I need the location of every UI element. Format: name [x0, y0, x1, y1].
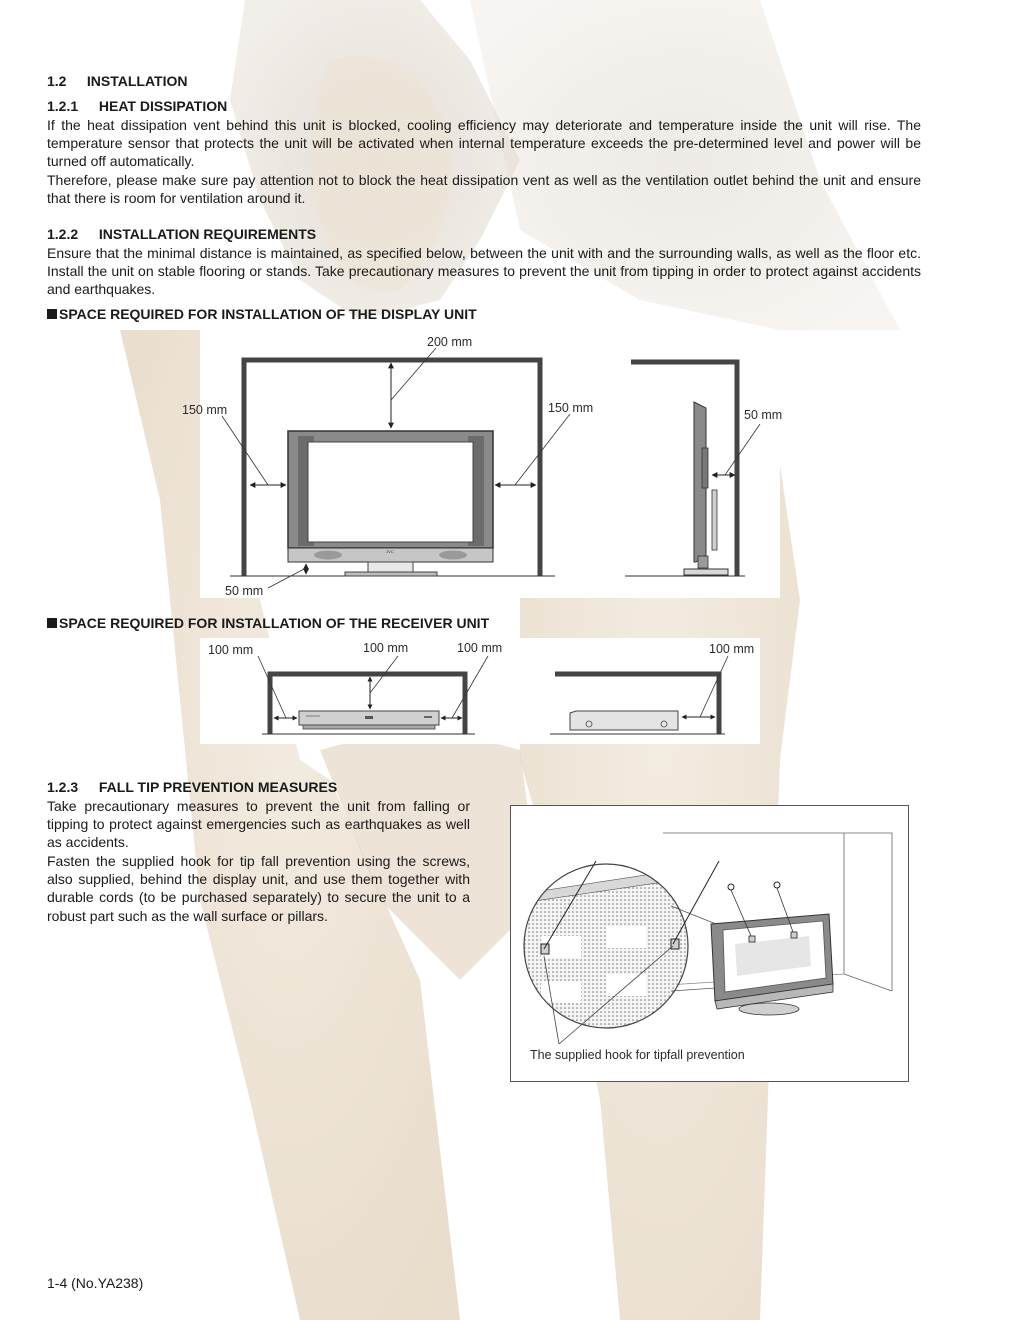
- requirements-paragraph: Ensure that the minimal distance is maintained, as specified below, between the unit with and the surrounding walls, as well as the floor etc. Install the unit on stable flooring or stands. Take precautionary measures to prevent the unit from tipping in order to protect against accidents and earthquakes.: [47, 245, 921, 298]
- fall-number: 1.2.3: [47, 779, 79, 795]
- receiver-rear-clearance: 100 mm: [709, 642, 755, 656]
- display-left-clearance: 150 mm: [182, 403, 228, 417]
- requirements-title: INSTALLATION REQUIREMENTS: [98, 226, 317, 242]
- display-top-clearance: 200 mm: [427, 335, 473, 349]
- page-footer: 1-4 (No.YA238): [47, 1275, 144, 1291]
- receiver-top-clearance: 100 mm: [363, 641, 409, 655]
- receiver-space-diagram: [200, 638, 760, 744]
- bullet-square-icon: [47, 618, 57, 628]
- heat-paragraph-1: If the heat dissipation vent behind this unit is blocked, cooling efficiency may deteriorate and temperature inside the unit will rise. The temperature sensor that protects the unit will be activated when internal temperature exceeds the pre-determined level and power will be turned off automatically.: [47, 117, 921, 170]
- receiver-space-heading: SPACE REQUIRED FOR INSTALLATION OF THE RECEIVER UNIT: [47, 615, 489, 631]
- requirements-number: 1.2.2: [47, 226, 79, 242]
- fall-paragraph-1: Take precautionary measures to prevent the unit from falling or tipping to protect against emergencies such as earthquakes as well as accidents.: [47, 798, 470, 851]
- display-rear-clearance: 50 mm: [744, 408, 783, 422]
- section-title: INSTALLATION: [86, 73, 188, 89]
- display-unit-side: [684, 402, 728, 575]
- display-right-clearance: 150 mm: [548, 401, 594, 415]
- heat-title: HEAT DISSIPATION: [98, 98, 228, 114]
- receiver-unit-side: [570, 711, 678, 730]
- section-number: 1.2: [47, 73, 67, 89]
- receiver-right-clearance: 100 mm: [457, 641, 503, 655]
- receiver-unit-front: [299, 711, 439, 729]
- requirements-heading: [47, 226, 316, 242]
- tipfall-diagram: [510, 805, 909, 1082]
- display-space-heading: SPACE REQUIRED FOR INSTALLATION OF THE DISPLAY UNIT: [47, 306, 477, 322]
- receiver-left-clearance: 100 mm: [208, 643, 254, 657]
- heat-paragraph-2: Therefore, please make sure pay attention not to block the heat dissipation vent as well as the ventilation outlet behind the unit and ensure that there is room for ventilation around it.: [47, 172, 921, 207]
- tipfall-hook-caption: The supplied hook for tipfall prevention: [530, 1048, 745, 1062]
- fall-heading: [47, 779, 337, 795]
- section-heading: [47, 73, 187, 89]
- heat-heading: [47, 98, 227, 114]
- tipfall-display-unit: [711, 914, 833, 1015]
- display-bottom-clearance: 50 mm: [225, 584, 264, 598]
- bullet-square-icon: [47, 309, 57, 319]
- fall-title: FALL TIP PREVENTION MEASURES: [98, 779, 338, 795]
- display-unit-front: [288, 431, 493, 576]
- heat-number: 1.2.1: [47, 98, 79, 114]
- display-space-diagram: [182, 330, 783, 598]
- fall-paragraph-2: Fasten the supplied hook for tip fall prevention using the screws, also supplied, behind the display unit, and use them together with durable cords (to be purchased separately) to secure the unit to a robust part such as the wall surface or pillars.: [47, 853, 470, 924]
- display-unit-logo: JVC: [386, 549, 394, 554]
